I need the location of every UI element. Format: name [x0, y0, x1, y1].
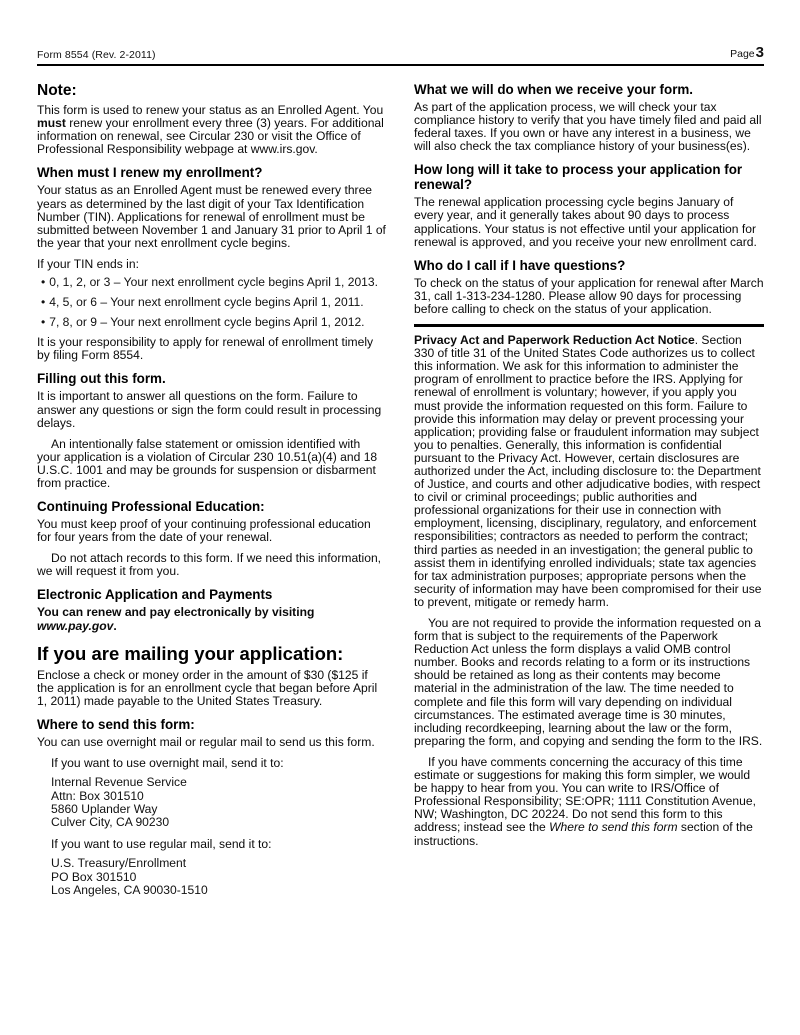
section-heading: When must I renew my enrollment? [37, 165, 263, 181]
text-run-bold: Privacy Act and Paperwork Reduction Act Notice [414, 333, 695, 348]
bullet-text: 0, 1, 2, or 3 – Your next enrollment cycle begins April 1, 2013. [49, 274, 378, 289]
section-heading: Who do I call if I have questions? [414, 257, 626, 273]
text-run-bold: You can renew and pay electronically by visiting [37, 605, 315, 620]
address-line: Culver City, CA 90230 [51, 815, 170, 830]
section-heading: What we will do when we receive your form. [414, 82, 694, 97]
section-heading: Electronic Application and Payments [37, 587, 273, 603]
text-run: renew your enrollment every three (3) years. For additional information on renewal, see Circular 230 or visit the Office of Professional Responsibility webpage at www.irs.gov. [37, 116, 384, 157]
text-run-bold: must [37, 116, 66, 131]
bullet-item [37, 296, 387, 309]
separator-rule [414, 324, 764, 327]
address-line: Los Angeles, CA 90030-1510 [51, 882, 208, 897]
paragraph [414, 277, 764, 316]
paragraph [37, 552, 387, 578]
bullet-icon: • [41, 274, 46, 289]
right-column [414, 73, 764, 906]
text-run: You are not required to provide the information requested on a form that is subject to the requirements of the Paperwork Reduction Act unless the form displays a valid OMB control number. Books and records relating to a form or its instructions should be retained as long as their contents may become material in the administration of the law. The time needed to complete and file this form will vary depending on individual circumstances. The estimated average time is 30 minutes, including recordkeeping, learning about the law or the form, preparing the form, and copying and sending the form to the IRS. [414, 616, 763, 748]
section-heading: If you are mailing your application: [37, 642, 344, 664]
text-run: section of the instructions. [414, 820, 753, 848]
paragraph [414, 101, 764, 153]
paragraph [37, 606, 387, 632]
section-heading: Filling out this form. [37, 371, 166, 387]
section-heading: Note: [37, 82, 77, 99]
paragraph [37, 104, 387, 156]
address-line: U.S. Treasury/Enrollment [51, 856, 187, 871]
bullet-icon: • [41, 315, 46, 330]
bullet-item [37, 276, 387, 289]
bullet-text: 4, 5, or 6 – Your next enrollment cycle begins April 1, 2011. [49, 295, 364, 310]
text-run: It is your responsibility to apply for renewal of enrollment timely by filing Form 8554. [37, 335, 374, 363]
paragraph [414, 196, 764, 248]
section-heading: Where to send this form: [37, 717, 195, 733]
paragraph [37, 757, 387, 770]
paragraph [37, 838, 387, 851]
address-line: 5860 Uplander Way [51, 801, 158, 816]
section-heading: How long will it take to process your application for renewal? [414, 162, 743, 193]
text-run: This form is used to renew your status as an Enrolled Agent. You [37, 103, 384, 118]
text-run: Do not attach records to this form. If we need this information, we will request it from you. [37, 551, 382, 579]
paragraph [37, 669, 387, 708]
text-run: To check on the status of your application for renewal after March 31, call 1-313-234-1280. Please allow 90 days for processing before calling to check on the status of your application. [414, 275, 764, 316]
text-run: . Section 330 of title 31 of the United States Code authorizes us to collect this information. We ask for this information to administer the program of enrollment to practice before the IRS. Applying for renewal of enrollment is voluntary; however, if you apply you must provide the information requested on this form. Failure to provide this information may delay or prevent processing your application; providing false or fraudulent information may subject you to penalties. Generally, this information is confidential pursuant to the Privacy Act. However, certain disclosures are authorized under the Act, including disclosure to: the Department of Justice, and courts and other adjudicative bodies, with respect to civil or criminal proceedings; public authorities and professional organizations for their use in connection with employment, licensing, disciplinary, regulatory, and enforcement responsibilities; contractors as needed to perform the contract; third parties as needed in an investigation; the general public to assist them in identifying enrolled individuals; state tax agencies for tax administration purposes; appropriate persons when the security of information may have been compromised for their use to prevent, mitigate or remedy harm. [414, 333, 762, 609]
paragraph [414, 334, 764, 609]
paragraph [414, 756, 764, 848]
page-word: Page [730, 48, 755, 60]
bullet-text: 7, 8, or 9 – Your next enrollment cycle begins April 1, 2012. [49, 315, 365, 330]
bullet-icon: • [41, 295, 46, 310]
text-run: If you want to use regular mail, send it to: [51, 837, 272, 852]
text-run-italic: Where to send this form [549, 820, 678, 835]
bullet-item [37, 316, 387, 329]
text-run-bold: . [113, 618, 117, 633]
page-header [37, 44, 764, 66]
address-block [37, 776, 387, 829]
paragraph [37, 258, 387, 271]
text-run: An intentionally false statement or omission identified with your application is a violation of Circular 230 10.51(a)(4) and 18 U.S.C. 1001 and may be grounds for suspension or disbarment from practice. [37, 436, 378, 491]
form-revision-label: Form 8554 (Rev. 2-2011) [37, 49, 156, 61]
section-heading: Continuing Professional Education: [37, 499, 265, 515]
text-run: It is important to answer all questions on the form. Failure to answer any questions or sign the form could result in processing delays. [37, 389, 382, 430]
paragraph [37, 736, 387, 749]
text-run: If you want to use overnight mail, send it to: [51, 756, 284, 771]
page-number: 3 [755, 44, 764, 61]
paragraph [37, 184, 387, 249]
paragraph [37, 336, 387, 362]
text-run: If your TIN ends in: [37, 256, 139, 271]
text-run: Enclose a check or money order in the amount of $30 ($125 if the application is for an enrollment cycle that began before April 1, 2011) made payable to the United States Treasury. [37, 668, 378, 709]
text-run: If you have comments concerning the accuracy of this time estimate or suggestions for making this form simpler, we would be happy to hear from you. You can write to IRS/Office of Professional Responsibility; SE:OPR; 1111 Constitution Avenue, NW; Washington, DC 20224. Do not send this form to this address; instead see the [414, 754, 756, 835]
text-run: The renewal application processing cycle begins January of every year, and it generally takes about 90 days to process applications. Your status is not effective until your application for renewal is approved, and you receive your new enrollment card. [414, 195, 757, 249]
paragraph [37, 438, 387, 490]
text-run: You must keep proof of your continuing professional education for four years from the date of your renewal. [37, 517, 371, 545]
paragraph [414, 617, 764, 748]
text-run-bold-italic: www.pay.gov [37, 618, 114, 633]
left-column [37, 73, 387, 906]
address-line: Attn: Box 301510 [51, 788, 144, 803]
text-run: You can use overnight mail or regular mail to send us this form. [37, 735, 375, 750]
page-number-label [730, 44, 764, 61]
paragraph [37, 390, 387, 429]
text-run: As part of the application process, we will check your tax compliance history to verify that you have timely filed and paid all federal taxes. If you own or have any interest in a business, we will also check the tax compliance history of your business(es). [414, 100, 762, 154]
text-run: Your status as an Enrolled Agent must be renewed every three years as determined by the last digit of your Tax Identification Number (TIN). Applications for renewal of enrollment must be submitted between November 1 and January 31 prior to April 1 of the year that your next enrollment cycle begins. [37, 183, 386, 250]
paragraph [37, 518, 387, 544]
two-column-body [37, 73, 764, 906]
address-line: Internal Revenue Service [51, 775, 187, 790]
address-block [37, 857, 387, 897]
address-line: PO Box 301510 [51, 869, 137, 884]
